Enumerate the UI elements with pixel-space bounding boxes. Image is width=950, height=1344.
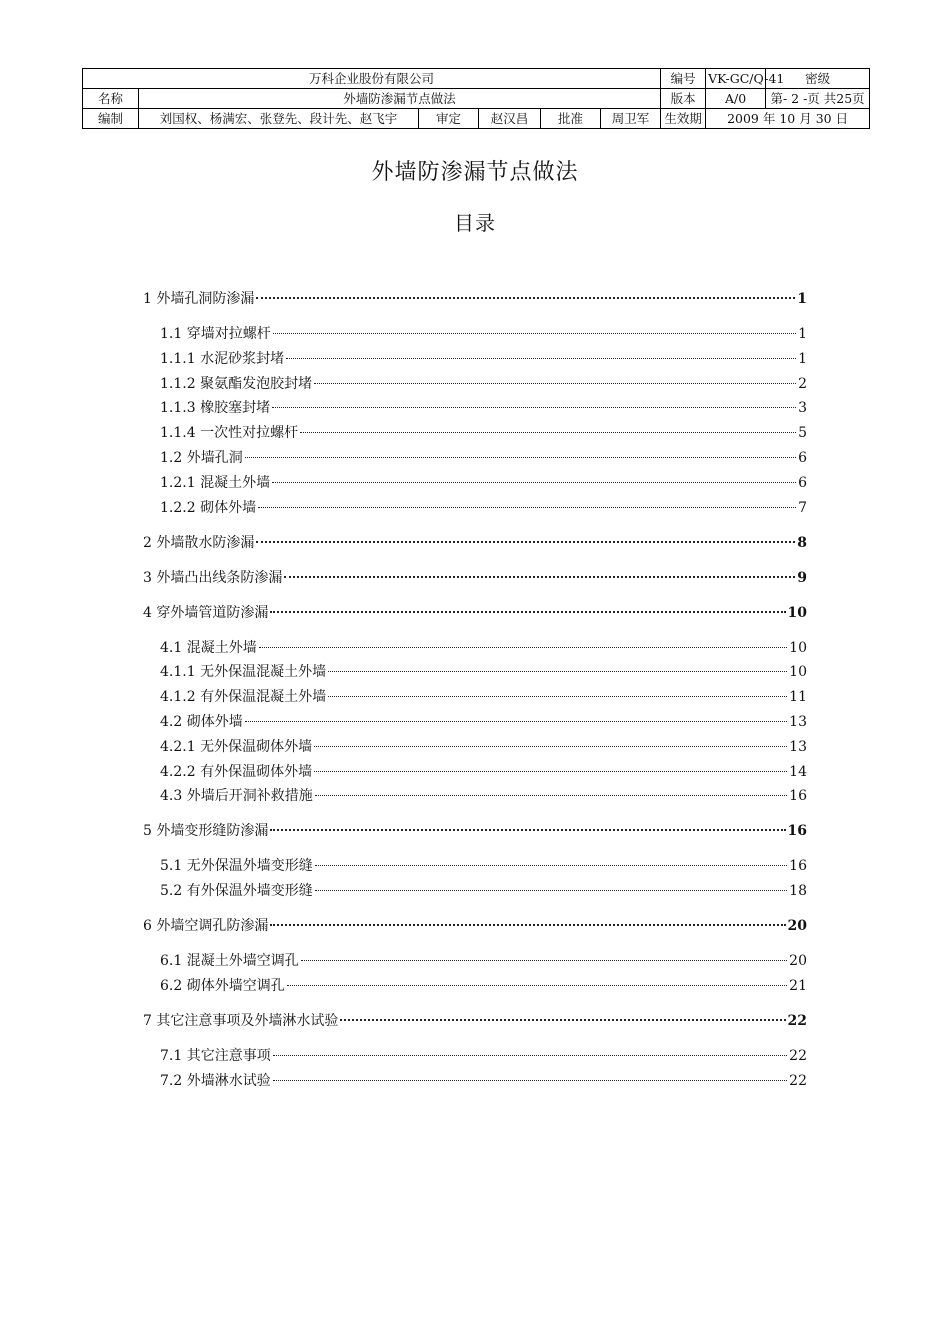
toc-page-number: 10 [787, 604, 807, 621]
toc-dot-leader [270, 829, 785, 831]
toc-page-number: 16 [789, 858, 807, 875]
code-value: VK-GC/Q-41 [706, 69, 766, 89]
toc-section-link[interactable] [160, 951, 807, 971]
toc-section-link[interactable] [160, 976, 807, 996]
toc-dot-leader [273, 1055, 787, 1056]
document-header-table [82, 68, 870, 129]
toc-dot-leader [284, 576, 795, 578]
toc-entry-text: 4.2.2 有外保温砌体外墙 [160, 763, 313, 780]
header-row-1 [83, 69, 870, 89]
toc-page-number: 10 [789, 639, 807, 656]
toc-dot-leader [286, 358, 796, 359]
toc-section-link[interactable] [160, 473, 807, 493]
toc-page-number: 8 [797, 534, 807, 551]
toc-section-link[interactable] [160, 712, 807, 732]
toc-entry-text: 1 外墙孔洞防渗漏 [143, 291, 255, 307]
secret-label: 密级 [766, 69, 870, 89]
effective-date: 2009 年 10 月 30 日 [706, 109, 870, 129]
toc-entry-text: 7 其它注意事项及外墙淋水试验 [143, 1013, 339, 1029]
toc-entry-text: 5.2 有外保温外墙变形缝 [160, 883, 313, 900]
toc-entry-text: 6.2 砌体外墙空调孔 [160, 978, 285, 994]
review-label: 审定 [419, 109, 479, 129]
toc-dot-leader [245, 721, 787, 722]
toc-title: 目录 [454, 211, 496, 235]
author-label: 编制 [83, 109, 139, 129]
toc-dot-leader [272, 482, 796, 483]
effective-label: 生效期 [661, 109, 706, 129]
toc-page-number: 13 [789, 738, 807, 755]
toc-page-number: 20 [789, 953, 807, 970]
toc-dot-leader [300, 432, 796, 433]
toc-chapter-link[interactable] [143, 533, 807, 553]
toc-section-link[interactable] [160, 1046, 807, 1066]
toc-page-number: 3 [798, 400, 807, 417]
version-label: 版本 [661, 89, 706, 109]
toc-entry-text: 1.1.1 水泥砂浆封堵 [160, 350, 285, 367]
toc-page-number: 6 [798, 450, 807, 466]
toc-page-number: 13 [789, 714, 807, 730]
toc-section-link[interactable] [160, 856, 807, 876]
toc-page-number: 11 [789, 689, 807, 706]
toc-dot-leader [287, 985, 787, 986]
toc-page-number: 21 [789, 978, 807, 994]
toc-page-number: 14 [789, 763, 807, 780]
toc-page-number: 6 [798, 474, 807, 491]
toc-section-link[interactable] [160, 786, 807, 806]
toc-entry-text: 1.2.1 混凝土外墙 [160, 474, 271, 491]
toc-page-number: 5 [798, 425, 807, 442]
toc-page-number: 18 [789, 883, 807, 900]
toc-entry-text: 1.2.2 砌体外墙 [160, 499, 257, 516]
toc-section-link[interactable] [160, 398, 807, 418]
toc-section-link[interactable] [160, 448, 807, 468]
toc-page-number: 22 [787, 1013, 807, 1029]
toc-dot-leader [272, 407, 796, 408]
toc-entry-text: 5.1 无外保温外墙变形缝 [160, 858, 313, 875]
toc-chapter-link[interactable] [143, 603, 807, 623]
toc-page-number: 20 [787, 918, 807, 935]
toc-page-number: 9 [797, 569, 807, 586]
company-name: 万科企业股份有限公司 [83, 69, 661, 89]
toc-entry-text: 6 外墙空调孔防渗漏 [143, 918, 269, 935]
toc-section-link[interactable] [160, 638, 807, 658]
toc-section-link[interactable] [160, 324, 807, 344]
toc-chapter-link[interactable] [143, 916, 807, 936]
approver-value: 周卫军 [601, 109, 661, 129]
toc-dot-leader [258, 507, 796, 508]
toc-entry-text: 3 外墙凸出线条防渗漏 [143, 569, 283, 586]
document-title: 外墙防渗漏节点做法 [371, 160, 579, 185]
toc-page-number: 1 [798, 350, 807, 367]
toc-dot-leader [328, 696, 787, 697]
page-info: 第- 2 -页 共25页 [766, 89, 870, 109]
toc-section-link[interactable] [160, 374, 807, 394]
toc-dot-leader [301, 960, 787, 961]
toc-page-number: 1 [797, 291, 807, 307]
toc-entry-text: 1.1.4 一次性对拉螺杆 [160, 425, 299, 442]
toc-entry-text: 1.1.2 聚氨酯发泡胶封堵 [160, 375, 313, 392]
toc-dot-leader [340, 1019, 785, 1021]
toc-dot-leader [328, 671, 787, 672]
toc-section-link[interactable] [160, 881, 807, 901]
toc-dot-leader [256, 297, 795, 299]
header-row-3 [83, 109, 870, 129]
toc-section-link[interactable] [160, 687, 807, 707]
toc-entry-text: 2 外墙散水防渗漏 [143, 534, 255, 551]
toc-entry-text: 4.1 混凝土外墙 [160, 639, 257, 656]
toc-entry-text: 4.3 外墙后开洞补救措施 [160, 788, 313, 805]
approve-label: 批准 [541, 109, 601, 129]
version-value: A/0 [706, 89, 766, 109]
toc-section-link[interactable] [160, 349, 807, 369]
toc-page-number: 7 [798, 499, 807, 516]
toc-page-number: 22 [789, 1072, 807, 1089]
toc-page-number: 2 [798, 375, 807, 392]
toc-page-number: 16 [789, 788, 807, 805]
toc-entry-text: 6.1 混凝土外墙空调孔 [160, 953, 299, 970]
toc-entry-text: 4.2.1 无外保温砌体外墙 [160, 738, 313, 755]
toc-page-number: 10 [789, 664, 807, 681]
toc-entry-text: 4.1.1 无外保温混凝土外墙 [160, 664, 327, 681]
name-label: 名称 [83, 89, 139, 109]
toc-section-link[interactable] [160, 423, 807, 443]
toc-chapter-link[interactable] [143, 821, 807, 841]
toc-dot-leader [315, 890, 787, 891]
toc-entry-text: 1.1 穿墙对拉螺杆 [160, 326, 271, 342]
toc-entry-text: 1.2 外墙孔洞 [160, 450, 243, 466]
toc-dot-leader [314, 771, 787, 772]
toc-dot-leader [315, 795, 787, 796]
toc-dot-leader [270, 611, 785, 613]
reviewer-value: 赵汉昌 [479, 109, 541, 129]
toc-entry-text: 1.1.3 橡胶塞封堵 [160, 400, 271, 417]
toc-dot-leader [314, 383, 796, 384]
toc-dot-leader [259, 647, 787, 648]
authors-value: 刘国权、杨满宏、张登先、段计先、赵飞宇 [139, 109, 419, 129]
toc-dot-leader [315, 865, 787, 866]
code-label: 编号 [661, 69, 706, 89]
toc-page-number: 16 [787, 823, 807, 840]
toc-entry-text: 4 穿外墙管道防渗漏 [143, 604, 269, 621]
toc-dot-leader [256, 541, 795, 543]
toc-dot-leader [270, 924, 785, 926]
toc-entry-text: 4.1.2 有外保温混凝土外墙 [160, 689, 327, 706]
header-row-2 [83, 89, 870, 109]
toc-section-link[interactable] [160, 498, 807, 518]
toc-section-link[interactable] [160, 1071, 807, 1091]
toc-entry-text: 7.2 外墙淋水试验 [160, 1072, 271, 1089]
toc-entry-text: 7.1 其它注意事项 [160, 1048, 271, 1064]
toc-chapter-link[interactable] [143, 1011, 807, 1031]
toc-page-number: 1 [798, 326, 807, 342]
toc-entry-text: 4.2 砌体外墙 [160, 714, 243, 730]
name-value: 外墙防渗漏节点做法 [139, 89, 661, 109]
toc-section-link[interactable] [160, 762, 807, 782]
toc-page-number: 22 [789, 1048, 807, 1064]
toc-dot-leader [314, 746, 787, 747]
toc-section-link[interactable] [160, 737, 807, 757]
toc-chapter-link[interactable] [143, 289, 807, 309]
toc-dot-leader [245, 457, 796, 458]
toc-section-link[interactable] [160, 662, 807, 682]
toc-dot-leader [273, 1080, 787, 1081]
toc-entry-text: 5 外墙变形缝防渗漏 [143, 823, 269, 840]
toc-chapter-link[interactable] [143, 568, 807, 588]
toc-dot-leader [273, 333, 796, 334]
